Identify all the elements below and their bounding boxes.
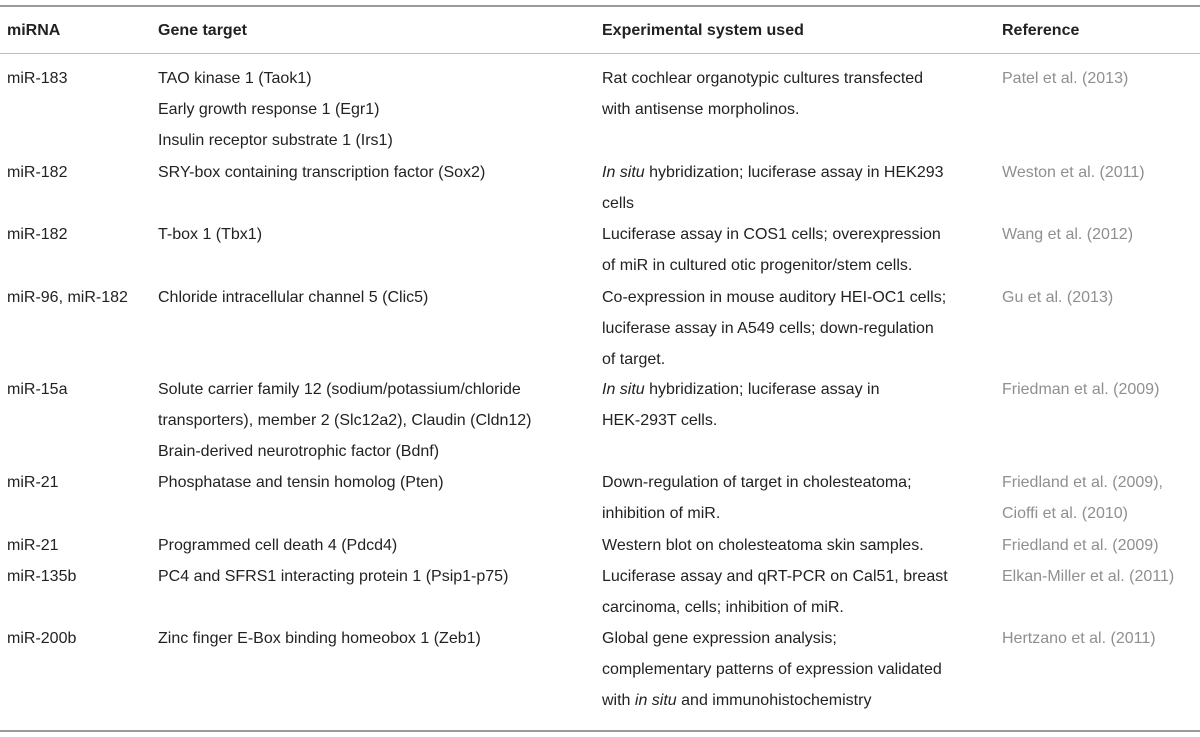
row-6-experimental-system: Down-regulation of target in cholesteatoma; inhibition of miR.: [602, 474, 912, 522]
row-9-reference: Hertzano et al. (2011): [1002, 630, 1156, 647]
row-2-reference: Weston et al. (2011): [1002, 164, 1145, 181]
row-6-reference: Friedland et al. (2009), Cioffi et al. (2010): [1002, 474, 1163, 522]
row-8-reference: Elkan-Miller et al. (2011): [1002, 568, 1175, 585]
header-experimental-system: Experimental system used: [602, 22, 804, 39]
row-9-gene-target: Zinc finger E-Box binding homeobox 1 (Zeb1): [158, 630, 481, 647]
header-rule: [0, 53, 1200, 54]
row-4-gene-target: Chloride intracellular channel 5 (Clic5): [158, 289, 429, 306]
row-8-gene-target: PC4 and SFRS1 interacting protein 1 (Psip1-p75): [158, 568, 509, 585]
row-7-reference: Friedland et al. (2009): [1002, 537, 1159, 554]
row-1-gene-target: TAO kinase 1 (Taok1) Early growth response 1 (Egr1) Insulin receptor substrate 1 (Irs1): [158, 70, 393, 149]
row-3-reference: Wang et al. (2012): [1002, 226, 1134, 243]
row-7-mirna: miR-21: [7, 537, 59, 554]
row-6-gene-target: Phosphatase and tensin homolog (Pten): [158, 474, 444, 491]
table-top-rule: [0, 5, 1200, 7]
row-1-mirna: miR-183: [7, 70, 68, 87]
row-1-experimental-system: Rat cochlear organotypic cultures transfected with antisense morpholinos.: [602, 70, 924, 118]
row-2-mirna: miR-182: [7, 164, 68, 181]
header-reference: Reference: [1002, 22, 1080, 39]
row-4-experimental-system: Co-expression in mouse auditory HEI-OC1 cells; luciferase assay in A549 cells; down-regulation of target.: [602, 289, 947, 368]
row-8-mirna: miR-135b: [7, 568, 77, 585]
row-3-experimental-system: Luciferase assay in COS1 cells; overexpression of miR in cultured otic progenitor/stem cells.: [602, 226, 941, 274]
row-1-reference: Patel et al. (2013): [1002, 70, 1129, 87]
table-bottom-rule: [0, 730, 1200, 732]
row-9-mirna: miR-200b: [7, 630, 77, 647]
row-5-reference: Friedman et al. (2009): [1002, 381, 1160, 398]
header-mirna: miRNA: [7, 22, 61, 39]
row-7-gene-target: Programmed cell death 4 (Pdcd4): [158, 537, 398, 554]
row-8-experimental-system: Luciferase assay and qRT-PCR on Cal51, breast carcinoma, cells; inhibition of miR.: [602, 568, 948, 616]
row-9-experimental-system: Global gene expression analysis; complementary patterns of expression validated with in situ and immunohistochemistry: [602, 630, 942, 709]
row-2-gene-target: SRY-box containing transcription factor (Sox2): [158, 164, 486, 181]
row-5-mirna: miR-15a: [7, 381, 68, 398]
row-2-experimental-system: In situ hybridization; luciferase assay in HEK293 cells: [602, 164, 944, 212]
row-4-mirna: miR-96, miR-182: [7, 289, 128, 306]
row-5-experimental-system: In situ hybridization; luciferase assay in HEK-293T cells.: [602, 381, 880, 429]
row-4-reference: Gu et al. (2013): [1002, 289, 1114, 306]
row-5-gene-target: Solute carrier family 12 (sodium/potassium/chloride transporters), member 2 (Slc12a2), Claudin (Cldn12) Brain-derived neurotrophic factor (Bdnf): [158, 381, 532, 460]
row-3-gene-target: T-box 1 (Tbx1): [158, 226, 263, 243]
header-gene-target: Gene target: [158, 22, 247, 39]
row-7-experimental-system: Western blot on cholesteatoma skin samples.: [602, 537, 924, 554]
row-6-mirna: miR-21: [7, 474, 59, 491]
row-3-mirna: miR-182: [7, 226, 68, 243]
